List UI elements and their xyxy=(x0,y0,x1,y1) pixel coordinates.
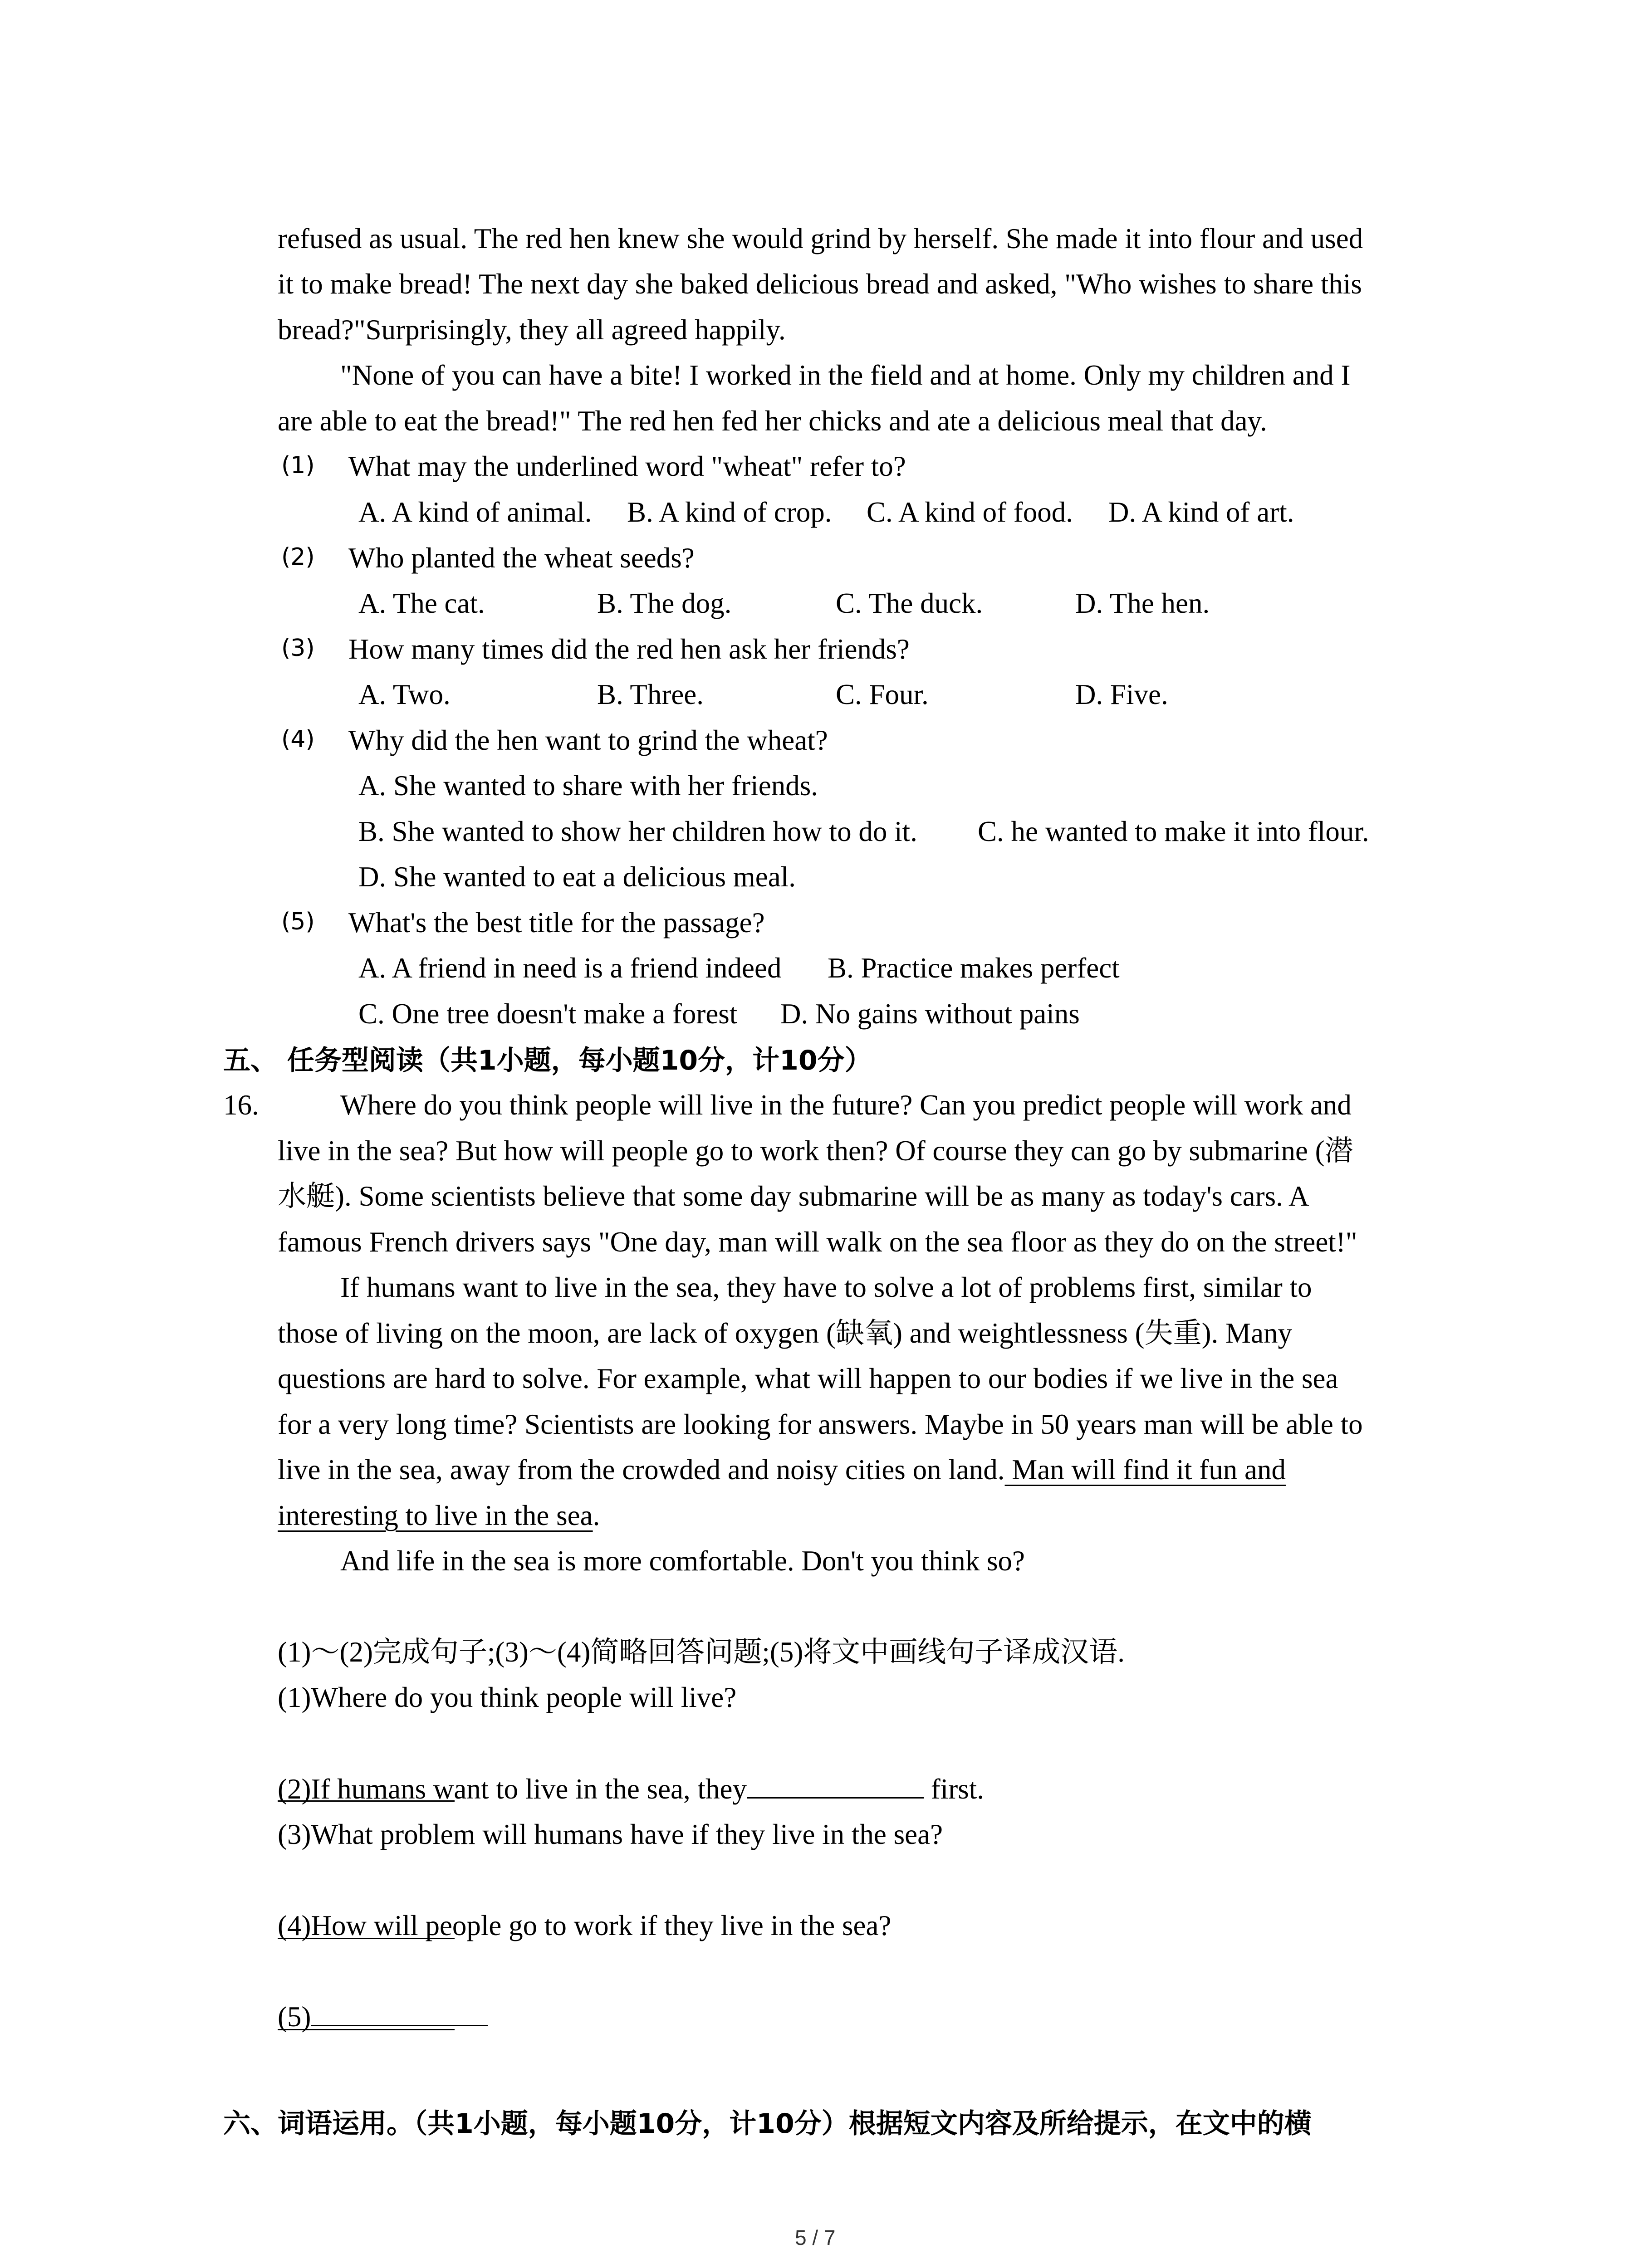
option-c: C. The duck. xyxy=(836,587,983,619)
passage-line: And life in the sea is more comfortable. Don't you think so? xyxy=(340,1545,1025,1577)
option-b: B. Three. xyxy=(597,679,704,710)
sub-question-2 xyxy=(278,1775,984,1804)
question-text: Why did the hen want to grind the wheat? xyxy=(348,724,828,756)
question-number: (3) xyxy=(281,635,315,662)
question-text: Who planted the wheat seeds? xyxy=(348,542,695,574)
question-text: What's the best title for the passage? xyxy=(348,907,765,938)
option-b: B. Practice makes perfect xyxy=(828,952,1120,984)
passage-line: 水艇). Some scientists believe that some day submarine will be as many as today's cars. A xyxy=(278,1180,1309,1212)
answer-blank-2[interactable] xyxy=(747,1797,924,1799)
option-c: C. A kind of food. xyxy=(867,496,1073,528)
sub-question-1: (1)Where do you think people will live? xyxy=(278,1681,737,1713)
option-a: A. The cat. xyxy=(358,587,485,619)
question-number: (5) xyxy=(281,908,315,935)
option-d: D. The hen. xyxy=(1075,587,1210,619)
underlined-sentence: Man will find it fun and xyxy=(1004,1454,1286,1486)
sub-question-2-text: (2)If humans want to live in the sea, they xyxy=(278,1773,747,1805)
option-b: B. She wanted to show her children how to do it. xyxy=(358,816,917,847)
question-text: How many times did the red hen ask her friends? xyxy=(348,633,910,665)
passage-line: Where do you think people will live in the future? Can you predict people will work and xyxy=(340,1089,1352,1121)
passage-line xyxy=(278,1501,600,1530)
sub-question-4: (4)How will people go to work if they live in the sea? xyxy=(278,1910,892,1941)
passage-line: questions are hard to solve. For example, what will happen to our bodies if we live in the sea xyxy=(278,1363,1338,1394)
answer-blank-5[interactable] xyxy=(311,2024,488,2026)
sub-question-3: (3)What problem will humans have if they live in the sea? xyxy=(278,1818,943,1850)
option-d: D. A kind of art. xyxy=(1108,496,1294,528)
sub-question-5 xyxy=(278,2003,488,2031)
option-d: D. Five. xyxy=(1075,679,1168,710)
option-d: D. She wanted to eat a delicious meal. xyxy=(358,861,796,893)
passage-line: those of living on the moon, are lack of oxygen (缺氧) and weightlessness (失重). Many xyxy=(278,1317,1293,1349)
question-number: (4) xyxy=(281,726,315,753)
option-b: B. The dog. xyxy=(597,587,732,619)
passage-line: live in the sea? But how will people go to work then? Of course they can go by submarine (潜 xyxy=(278,1135,1353,1167)
passage-line: famous French drivers says "One day, man will walk on the sea floor as they do on the street!" xyxy=(278,1226,1357,1258)
passage-line: for a very long time? Scientists are looking for answers. Maybe in 50 years man will be able to xyxy=(278,1408,1363,1440)
sub-question-2-end: first. xyxy=(923,1773,984,1805)
passage-line: are able to eat the bread!" The red hen fed her chicks and ate a delicious meal that day. xyxy=(278,405,1267,437)
instructions: (1)～(2)完成句子;(3)～(4)简略回答问题;(5)将文中画线句子译成汉语. xyxy=(278,1636,1125,1668)
sub-question-5-label: (5) xyxy=(278,2001,311,2033)
section-heading: 五、 任务型阅读（共1小题，每小题10分，计10分） xyxy=(223,1045,872,1076)
passage-text: live in the sea, away from the crowded and noisy cities on land. xyxy=(278,1454,1005,1486)
question-text: What may the underlined word "wheat" refer to? xyxy=(348,450,906,482)
option-b: B. A kind of crop. xyxy=(627,496,832,528)
passage-line: "None of you can have a bite! I worked in the field and at home. Only my children and I xyxy=(340,359,1351,391)
option-a: A. She wanted to share with her friends. xyxy=(358,770,818,802)
option-a: A. A friend in need is a friend indeed xyxy=(358,952,782,984)
question-number: (2) xyxy=(281,543,315,571)
passage-line: If humans want to live in the sea, they have to solve a lot of problems first, similar to xyxy=(340,1271,1312,1303)
passage-text: . xyxy=(593,1500,600,1531)
passage-line xyxy=(278,1456,1286,1484)
option-a: A. Two. xyxy=(358,679,451,710)
option-d: D. No gains without pains xyxy=(780,998,1080,1030)
option-c: C. Four. xyxy=(836,679,929,710)
question-number: 16. xyxy=(223,1089,259,1121)
passage-line: refused as usual. The red hen knew she would grind by herself. She made it into flour and used xyxy=(278,223,1363,254)
option-c: C. he wanted to make it into flour. xyxy=(978,816,1369,847)
passage-line: it to make bread! The next day she baked delicious bread and asked, "Who wishes to share this xyxy=(278,268,1362,300)
question-number: (1) xyxy=(281,452,315,479)
page-number: 5 / 7 xyxy=(795,2226,836,2249)
option-a: A. A kind of animal. xyxy=(358,496,592,528)
option-c: C. One tree doesn't make a forest xyxy=(358,998,738,1030)
section-heading: 六、词语运用。（共1小题，每小题10分，计10分）根据短文内容及所给提示，在文中的横 xyxy=(223,2108,1312,2140)
passage-line: bread?"Surprisingly, they all agreed happily. xyxy=(278,314,786,346)
underlined-sentence: interesting to live in the sea xyxy=(278,1500,593,1531)
